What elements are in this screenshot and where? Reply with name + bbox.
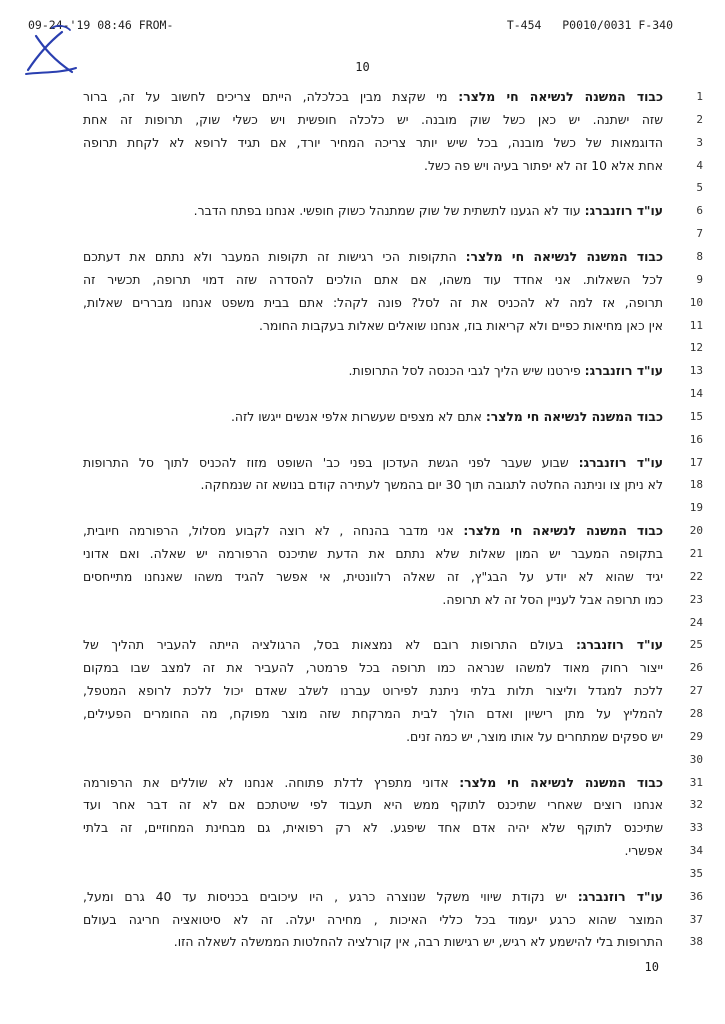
line-number: 27 bbox=[689, 684, 703, 698]
line-text bbox=[83, 155, 663, 177]
transcript-line bbox=[0, 223, 725, 245]
utterance-text: יגיד שהוא לא יודע על הבג"ץ, זה שאלה רלוונטית, אי אפשר להגיד משהו שאנחנו מתייחסים bbox=[83, 568, 663, 584]
utterance-text: אני מדבר בהנחה , לא רוצה לקבוע מסלול, הרפורמה חיובית, bbox=[83, 523, 464, 539]
fax-header-left: 09-24-'19 08:46 FROM- bbox=[28, 18, 174, 32]
transcript-line bbox=[0, 132, 725, 154]
line-number: 1 bbox=[696, 90, 703, 103]
speaker-name: עו"ד רוזנברג: bbox=[577, 888, 663, 904]
transcript-line bbox=[0, 292, 725, 314]
line-number: 29 bbox=[689, 729, 703, 743]
utterance-text: בעולם התרופות רובם לא נמצאות בסל, הרגולציה הייתה להעביר תהליך של bbox=[83, 637, 576, 653]
speaker-name: כבוד המשנה לנשיאה חי מלצר: bbox=[465, 248, 663, 264]
line-number: 18 bbox=[689, 478, 703, 492]
line-number: 23 bbox=[689, 592, 703, 606]
utterance-text: ללכת למגדל וליצור תלות בלתי ניתנת לפירוט עברנו לשלב שאדם יכול ללכת לרופא המטפל, bbox=[83, 683, 663, 699]
line-number: 15 bbox=[689, 409, 703, 423]
transcript-line bbox=[0, 931, 725, 953]
utterance-text: אפשרי. bbox=[624, 843, 663, 859]
line-number: 20 bbox=[689, 524, 703, 538]
transcript-line bbox=[0, 749, 725, 771]
line-number: 34 bbox=[689, 844, 703, 858]
line-text bbox=[83, 543, 663, 565]
utterance-text: עוד לא הגענו לתשתית של שוק שמתנהל כשוק חופשי. אנחנו בפתח הדבר. bbox=[193, 203, 585, 219]
line-number: 4 bbox=[696, 158, 703, 172]
line-text bbox=[83, 132, 663, 154]
line-number: 9 bbox=[696, 272, 703, 286]
transcript-line bbox=[0, 772, 725, 794]
transcript-line bbox=[0, 886, 725, 908]
line-text bbox=[83, 520, 663, 542]
transcript-line bbox=[0, 383, 725, 405]
utterance-text: אתם לא מצפים שעשרות אלפי אנשים ייגשו לזה. bbox=[230, 408, 486, 424]
transcript-line bbox=[0, 520, 725, 542]
line-text bbox=[83, 200, 663, 222]
speaker-name: כבוד המשנה לנשיאה חי מלצר: bbox=[463, 523, 663, 539]
utterance-text: בתקופה המעבר יש המון שאלות שלא נתתם את הדעת שתיכנס הרפורמה יש שאלה. ואם אדוני bbox=[83, 546, 663, 561]
line-text bbox=[83, 315, 663, 337]
utterance-text: פירטנו שיש הליך לגבי הכנסה לסל התרופות. bbox=[348, 363, 585, 379]
line-text bbox=[83, 680, 663, 702]
line-text bbox=[83, 794, 663, 816]
line-number: 6 bbox=[696, 204, 703, 218]
utterance-text: לכל השאלות. אני אחדד עוד משהו, אם אתם הולכים להסדרה שזה דמוי תרופה, תכשיר זה bbox=[83, 271, 663, 287]
line-text bbox=[83, 931, 663, 953]
line-number: 35 bbox=[689, 866, 703, 880]
line-text bbox=[83, 909, 663, 931]
line-number: 16 bbox=[689, 432, 703, 446]
line-number: 19 bbox=[689, 501, 703, 515]
line-number: 11 bbox=[689, 318, 703, 332]
utterance-text: ייצור רחוק מאוד למשהו שנראה כמו תרופה בכל פרמטר, להעביר את זה למצב שבו במקום bbox=[83, 660, 663, 676]
utterance-text: אנחנו רוצים שאחרי שתיכנס לתוקף ממש היא תעבוד לפי שיטתכם אם לא זה דבר אחר ועד bbox=[83, 797, 663, 813]
transcript-line bbox=[0, 452, 725, 474]
utterance-text: המוצר שהוא כרגע יעמוד בכל כללי האיכות , מחירה יעלה. זה לא סיטואציה חריגה בעולם bbox=[83, 911, 663, 927]
transcript-line bbox=[0, 657, 725, 679]
line-text bbox=[83, 817, 663, 839]
utterance-text: התקופות הכי רגישות זה תקופות המעבר ולא נתתם את דעתכם bbox=[83, 248, 466, 264]
utterance-text: לא ניתן צו וניתנה החלטה לתגובה תוך 30 יום בהמשך לעתירה קודם בנושא זה שנמחקה. bbox=[200, 477, 663, 493]
line-number: 26 bbox=[689, 661, 703, 675]
transcript-line bbox=[0, 840, 725, 862]
utterance-text: התרופות בלי להישמע לא רגיש, יש רגישות רבה, אין קורלציה להחלטות הממשלה לשאלה הזו. bbox=[173, 934, 663, 950]
speaker-name: עו"ד רוזנברג: bbox=[575, 637, 663, 653]
line-text bbox=[83, 840, 663, 862]
line-number: 37 bbox=[689, 912, 703, 926]
fax-header-right: T-454 P0010/0031 F-340 bbox=[506, 18, 673, 32]
line-number: 13 bbox=[689, 364, 703, 378]
transcript-line bbox=[0, 863, 725, 885]
transcript-line bbox=[0, 246, 725, 268]
line-text bbox=[83, 726, 663, 748]
line-text bbox=[83, 589, 663, 611]
utterance-text: שתיכנס לתוקף שלא יהיה אדם אחד שיפגע. לא רק רפואית, גם מבחינת המחוזיים, זה בלתי bbox=[83, 820, 663, 836]
line-number: 14 bbox=[689, 387, 703, 401]
line-text bbox=[83, 886, 663, 908]
transcript-line bbox=[0, 497, 725, 519]
transcript-line bbox=[0, 86, 725, 108]
transcript-line bbox=[0, 726, 725, 748]
utterance-text: שזה ישתנה. יש כאן כשל שוק מובנה. יש כלכלה חופשית ויש כשלי שוק, תרופות זה אחת bbox=[83, 111, 663, 127]
line-number: 28 bbox=[689, 706, 703, 720]
transcript-line bbox=[0, 543, 725, 565]
utterance-text: הדוגמאות של כשל מובנה, בכל שיש יותר צריכה המחיר יורד, אם תגיד לרופא לא לקחת תרופה bbox=[83, 134, 663, 150]
line-text bbox=[83, 269, 663, 291]
transcript-line bbox=[0, 589, 725, 611]
transcript-line bbox=[0, 406, 725, 428]
line-text bbox=[83, 360, 663, 382]
line-text bbox=[83, 657, 663, 679]
utterance-text: אין כאן מחיאות כפיים ולא קריאות בוז, אנחנו שואלים שאלות בעקבות החומר. bbox=[258, 317, 663, 333]
utterance-text: כמו תרופה אבל לעניין הסל זה לא תרופה. bbox=[442, 591, 663, 607]
line-number: 38 bbox=[689, 935, 703, 949]
line-number: 30 bbox=[689, 752, 703, 766]
transcript-line bbox=[0, 703, 725, 725]
line-number: 25 bbox=[689, 638, 703, 652]
line-number: 17 bbox=[689, 455, 703, 469]
utterance-text: אחת אלא 10 זה לא יפתור בעיה ויש פה כשל. bbox=[424, 157, 663, 173]
line-text bbox=[83, 772, 663, 794]
utterance-text: תרופה, אז למה לא להכניס את זה לסל? פונה לקהל: אתם בבית משפט אנחנו מבררים שאלות, bbox=[83, 294, 663, 310]
transcript-line bbox=[0, 474, 725, 496]
speaker-name: כבוד המשנה לנשיאה חי מלצר: bbox=[458, 89, 663, 104]
transcript-line bbox=[0, 817, 725, 839]
page-number-bottom: 10 bbox=[644, 960, 659, 974]
line-number: 5 bbox=[696, 181, 703, 195]
transcript-line bbox=[0, 177, 725, 199]
line-number: 24 bbox=[689, 615, 703, 629]
transcript-line bbox=[0, 429, 725, 451]
line-number: 31 bbox=[689, 775, 703, 789]
transcript-line bbox=[0, 337, 725, 359]
line-text bbox=[83, 406, 663, 428]
utterance-text: להמליץ על מתן רישיון ואדם הולך לבית המרקחת שזה מוצר מפוקח, מה החומרים הפעילים, bbox=[83, 705, 663, 721]
line-number: 12 bbox=[689, 341, 703, 355]
utterance-text: מי שקצת מבין בכלכלה, הייתם צריכים לחשוב על זה, ברור bbox=[83, 89, 459, 104]
transcript-line bbox=[0, 634, 725, 656]
utterance-text: אדוני מתפרץ לדלת פתוחה. אנחנו לא שוללים את הרפורמה bbox=[83, 774, 460, 790]
line-text bbox=[83, 634, 663, 656]
line-number: 7 bbox=[696, 227, 703, 241]
utterance-text: שבוע שעבר לפני הגשת העדכון בפני כב' השופט מזוז להכניס לתוך סל התרופות bbox=[83, 454, 579, 470]
line-number: 10 bbox=[689, 295, 703, 309]
page-number-top: 10 bbox=[355, 60, 370, 74]
line-number: 21 bbox=[689, 547, 703, 560]
transcript-line bbox=[0, 200, 725, 222]
speaker-name: עו"ד רוזנברג: bbox=[578, 454, 663, 470]
line-number: 3 bbox=[696, 135, 703, 149]
line-text bbox=[83, 703, 663, 725]
transcript-line bbox=[0, 360, 725, 382]
transcript-line bbox=[0, 794, 725, 816]
line-text bbox=[83, 246, 663, 268]
line-number: 36 bbox=[689, 889, 703, 903]
line-text bbox=[83, 109, 663, 131]
transcript-line bbox=[0, 269, 725, 291]
line-number: 22 bbox=[689, 569, 703, 583]
speaker-name: עו"ד רוזנברג: bbox=[584, 363, 663, 379]
transcript-line bbox=[0, 909, 725, 931]
line-number: 33 bbox=[689, 821, 703, 835]
transcript-line bbox=[0, 680, 725, 702]
transcript-line bbox=[0, 566, 725, 588]
line-text bbox=[83, 292, 663, 314]
transcript-line bbox=[0, 155, 725, 177]
line-number: 8 bbox=[696, 249, 703, 263]
utterance-text: יש ספקים שמתחרים על אותו מוצר, יש כמה זנים. bbox=[406, 728, 663, 744]
line-number: 2 bbox=[696, 112, 703, 126]
transcript-line bbox=[0, 109, 725, 131]
line-number: 32 bbox=[689, 798, 703, 812]
transcript-line bbox=[0, 612, 725, 634]
speaker-name: כבוד המשנה לנשיאה חי מלצר: bbox=[485, 408, 663, 424]
line-text bbox=[83, 86, 663, 108]
line-text bbox=[83, 452, 663, 474]
speaker-name: כבוד המשנה לנשיאה חי מלצר: bbox=[459, 774, 663, 790]
transcript-line bbox=[0, 315, 725, 337]
line-text bbox=[83, 566, 663, 588]
utterance-text: יש נקודת שיווי משקל שנוצרה כרגע , היו עיכובים בכניסות עד 40 גרם ומעל, bbox=[83, 888, 578, 904]
speaker-name: עו"ד רוזנברג: bbox=[584, 203, 663, 219]
line-text bbox=[83, 474, 663, 496]
